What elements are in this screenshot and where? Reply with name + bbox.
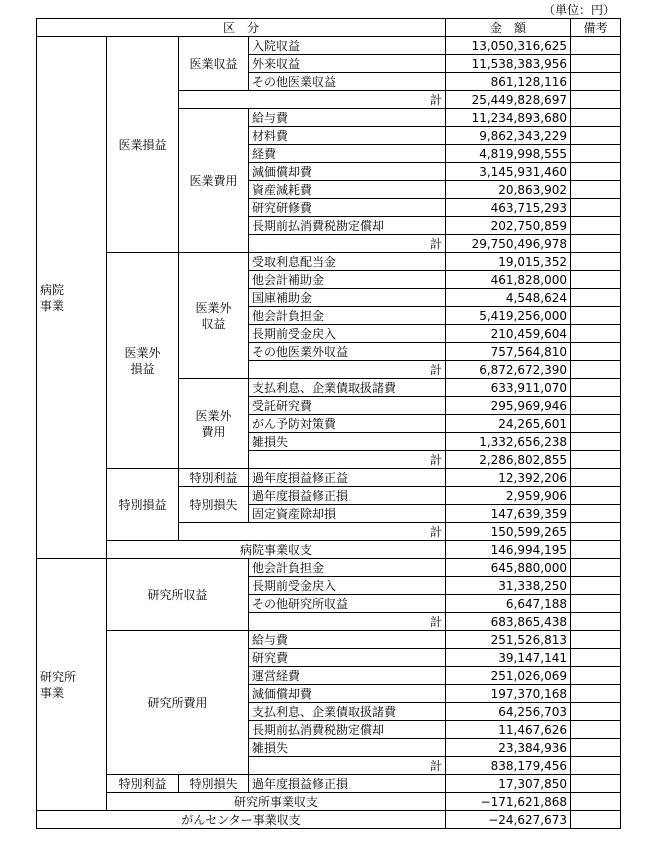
amount-value: 150,599,265 [446, 523, 571, 541]
subtotal-label: 計 [249, 757, 446, 775]
item-label: 国庫補助金 [249, 289, 446, 307]
amount-value: 645,880,000 [446, 559, 571, 577]
label-iryo-hiyo: 医業費用 [179, 109, 249, 253]
remark-cell [571, 649, 621, 667]
remark-cell [571, 127, 621, 145]
table-row [37, 253, 621, 271]
item-label: がん予防対策費 [249, 415, 446, 433]
item-label: 他会計負担金 [249, 559, 446, 577]
item-label: 長期前受金戻入 [249, 325, 446, 343]
amount-value: 5,419,256,000 [446, 307, 571, 325]
remark-cell [571, 37, 621, 55]
item-label: 運営経費 [249, 667, 446, 685]
amount-value: 461,828,000 [446, 271, 571, 289]
remark-cell [571, 109, 621, 127]
item-label: 給与費 [249, 109, 446, 127]
amount-value: 39,147,141 [446, 649, 571, 667]
amount-value: 23,384,936 [446, 739, 571, 757]
remark-cell [571, 271, 621, 289]
table-header-row [37, 19, 621, 37]
item-label: 入院収益 [249, 37, 446, 55]
amount-value: 2,959,906 [446, 487, 571, 505]
amount-value: 20,863,902 [446, 181, 571, 199]
table-row [37, 37, 621, 55]
header-kubun: 区 分 [37, 19, 446, 37]
item-label: 給与費 [249, 631, 446, 649]
remark-cell [571, 757, 621, 775]
item-label: 経費 [249, 145, 446, 163]
item-label: 他会計負担金 [249, 307, 446, 325]
item-label: その他医業外収益 [249, 343, 446, 361]
remark-cell [571, 667, 621, 685]
label-kenkyusho-hiyo: 研究所費用 [107, 631, 249, 775]
remark-cell [571, 703, 621, 721]
amount-value: 17,307,850 [446, 775, 571, 793]
item-label: 外来収益 [249, 55, 446, 73]
item-label: その他医業収益 [249, 73, 446, 91]
amount-value: 861,128,116 [446, 73, 571, 91]
amount-value: 19,015,352 [446, 253, 571, 271]
item-label: 長期前払消費税勘定償却 [249, 721, 446, 739]
remark-cell [571, 199, 621, 217]
remark-cell [571, 469, 621, 487]
amount-value: 210,459,604 [446, 325, 571, 343]
header-kingaku: 金 額 [446, 19, 571, 37]
remark-cell [571, 451, 621, 469]
subtotal-label: 計 [179, 91, 446, 109]
item-label: 減価償却費 [249, 163, 446, 181]
item-label: 過年度損益修正益 [249, 469, 446, 487]
subtotal-label: 計 [249, 235, 446, 253]
remark-cell [571, 505, 621, 523]
amount-value: 838,179,456 [446, 757, 571, 775]
remark-cell [571, 595, 621, 613]
remark-cell [571, 91, 621, 109]
item-label: 過年度損益修正損 [249, 487, 446, 505]
remark-cell [571, 775, 621, 793]
section-research: 研究所 事業 [37, 559, 107, 811]
item-label: 雑損失 [249, 739, 446, 757]
total-row [37, 793, 621, 811]
remark-cell [571, 613, 621, 631]
item-label: 資産減耗費 [249, 181, 446, 199]
remark-cell [571, 721, 621, 739]
item-label: 固定資産除却損 [249, 505, 446, 523]
remark-cell [571, 145, 621, 163]
amount-value: 757,564,810 [446, 343, 571, 361]
table-row [37, 559, 621, 577]
amount-value: 11,538,383,956 [446, 55, 571, 73]
amount-value: 147,639,359 [446, 505, 571, 523]
item-label: 過年度損益修正損 [249, 775, 446, 793]
remark-cell [571, 541, 621, 559]
item-label: 受取利息配当金 [249, 253, 446, 271]
item-label: 研究研修費 [249, 199, 446, 217]
amount-value: 11,234,893,680 [446, 109, 571, 127]
subtotal-label: 計 [249, 451, 446, 469]
item-label: 長期前受金戻入 [249, 577, 446, 595]
amount-value: 11,467,626 [446, 721, 571, 739]
amount-value: 24,265,601 [446, 415, 571, 433]
amount-value: −24,627,673 [446, 811, 571, 829]
remark-cell [571, 361, 621, 379]
remark-cell [571, 811, 621, 829]
amount-value: 9,862,343,229 [446, 127, 571, 145]
remark-cell [571, 379, 621, 397]
amount-value: 295,969,946 [446, 397, 571, 415]
label-tokubetsu-soneki: 特別損益 [107, 469, 179, 541]
remark-cell [571, 397, 621, 415]
remark-cell [571, 235, 621, 253]
remark-cell [571, 793, 621, 811]
amount-value: 12,392,206 [446, 469, 571, 487]
total-row [37, 541, 621, 559]
label-research-tokubetsu-rieki: 特別利益 [107, 775, 179, 793]
label-iryogai-hiyo: 医業外 費用 [179, 379, 249, 469]
remark-cell [571, 181, 621, 199]
amount-value: 2,286,802,855 [446, 451, 571, 469]
amount-value: 202,750,859 [446, 217, 571, 235]
item-label: 他会計補助金 [249, 271, 446, 289]
section-hospital: 病院 事業 [37, 37, 107, 559]
table-row [37, 469, 621, 487]
amount-value: 683,865,438 [446, 613, 571, 631]
amount-value: 31,338,250 [446, 577, 571, 595]
amount-value: 4,548,624 [446, 289, 571, 307]
amount-value: 6,647,188 [446, 595, 571, 613]
label-gan-center-shushi: がんセンター事業収支 [37, 811, 446, 829]
label-iryogai-soneki: 医業外 損益 [107, 253, 179, 469]
remark-cell [571, 253, 621, 271]
remark-cell [571, 289, 621, 307]
grand-total-row [37, 811, 621, 829]
item-label: 研究費 [249, 649, 446, 667]
label-kenkyusho-shushi: 研究所事業収支 [107, 793, 446, 811]
remark-cell [571, 523, 621, 541]
amount-value: −171,621,868 [446, 793, 571, 811]
item-label: 長期前払消費税勘定償却 [249, 217, 446, 235]
subtotal-label: 計 [179, 523, 446, 541]
remark-cell [571, 739, 621, 757]
remark-cell [571, 577, 621, 595]
item-label: その他研究所収益 [249, 595, 446, 613]
remark-cell [571, 559, 621, 577]
label-iryogai-shueki: 医業外 収益 [179, 253, 249, 379]
remark-cell [571, 433, 621, 451]
amount-value: 3,145,931,460 [446, 163, 571, 181]
label-tokubetsu-rieki: 特別利益 [179, 469, 249, 487]
amount-value: 25,449,828,697 [446, 91, 571, 109]
amount-value: 633,911,070 [446, 379, 571, 397]
subtotal-label: 計 [249, 361, 446, 379]
header-biko: 備考 [571, 19, 621, 37]
unit-label: （単位：円） [542, 3, 615, 17]
item-label: 雑損失 [249, 433, 446, 451]
income-statement-table [36, 18, 621, 829]
remark-cell [571, 163, 621, 181]
remark-cell [571, 487, 621, 505]
amount-value: 1,332,656,238 [446, 433, 571, 451]
remark-cell [571, 217, 621, 235]
table-row [37, 631, 621, 649]
amount-value: 251,026,069 [446, 667, 571, 685]
amount-value: 4,819,998,555 [446, 145, 571, 163]
label-kenkyusho-shueki: 研究所収益 [107, 559, 249, 631]
item-label: 材料費 [249, 127, 446, 145]
amount-value: 463,715,293 [446, 199, 571, 217]
remark-cell [571, 343, 621, 361]
amount-value: 197,370,168 [446, 685, 571, 703]
amount-value: 13,050,316,625 [446, 37, 571, 55]
item-label: 支払利息、企業債取扱諸費 [249, 703, 446, 721]
remark-cell [571, 685, 621, 703]
remark-cell [571, 55, 621, 73]
table-row [37, 775, 621, 793]
remark-cell [571, 73, 621, 91]
remark-cell [571, 415, 621, 433]
label-tokubetsu-sonshitsu: 特別損失 [179, 487, 249, 523]
label-byoin-shushi: 病院事業収支 [107, 541, 446, 559]
label-iryo-shueki: 医業収益 [179, 37, 249, 91]
amount-value: 29,750,496,978 [446, 235, 571, 253]
amount-value: 64,256,703 [446, 703, 571, 721]
amount-value: 6,872,672,390 [446, 361, 571, 379]
subtotal-label: 計 [249, 613, 446, 631]
item-label: 支払利息、企業債取扱諸費 [249, 379, 446, 397]
item-label: 受託研究費 [249, 397, 446, 415]
amount-value: 251,526,813 [446, 631, 571, 649]
remark-cell [571, 307, 621, 325]
amount-value: 146,994,195 [446, 541, 571, 559]
remark-cell [571, 325, 621, 343]
label-iryo-soneki: 医業損益 [107, 37, 179, 253]
remark-cell [571, 631, 621, 649]
label-research-tokubetsu-sonshitsu: 特別損失 [179, 775, 249, 793]
item-label: 減価償却費 [249, 685, 446, 703]
